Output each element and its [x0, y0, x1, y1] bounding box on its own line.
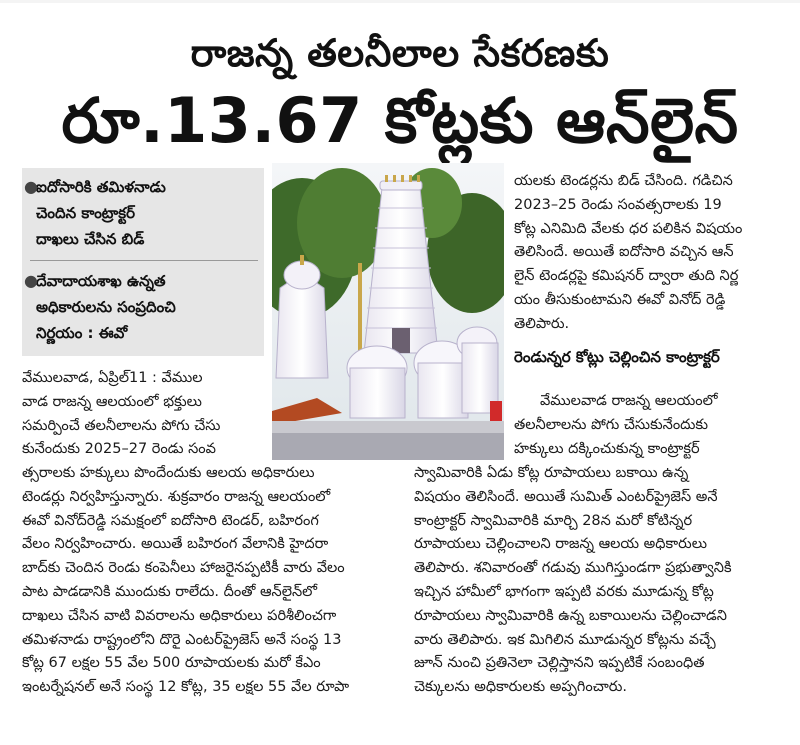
- highlight-line: అధికారులను సంప్రదించి: [36, 298, 176, 316]
- highlight-line: ఐదోసారికి తమిళనాడు: [36, 178, 166, 196]
- highlights-box: [22, 168, 264, 356]
- text-line: వేములవాడ, ఏప్రిల్11 : వేముల: [22, 370, 203, 386]
- temple-photo: [272, 163, 504, 460]
- text-line: త్సరాలకు హక్కులు పొందేందుకు ఆలయ అధికారులు: [22, 465, 315, 481]
- text-line: యం తీసుకుంటామని ఈవో వినోద్ రెడ్డి: [514, 291, 726, 308]
- highlight-line: నిర్ణయం : ఈవో: [36, 324, 128, 342]
- temple-illustration: [272, 163, 504, 460]
- text-line: రూపాయలు చెల్లించాలని రాజన్న ఆలయ అధికారులు: [414, 536, 707, 553]
- text-line: ఇచ్చిన హామీలో భాగంగా ఇప్పటి వరకు మూడున్న కోట్ల: [414, 583, 714, 600]
- text-line: తెలిపారు.: [514, 315, 570, 332]
- column3-top-text: [514, 170, 784, 337]
- bullet-icon: ●: [24, 271, 38, 290]
- bullet-icon: ●: [24, 177, 38, 196]
- text-line: పాట పాడడానికి ముందుకు రాలేదు. దీంతో ఆన్‌లైన్‌లో: [22, 583, 318, 600]
- text-line: కోట్ల 67 లక్షల 55 వేల 500 రూపాయలకు మరో కేఎం: [22, 655, 321, 672]
- text-line: చెక్కులను అధికారులకు అప్పగించారు.: [414, 679, 627, 696]
- text-line: లైన్ టెండర్లపై కమిషనర్ ద్వారా తుది నిర్ణ: [514, 268, 739, 285]
- text-line: జూన్ నుంచి ప్రతినెలా చెల్లిస్తానని ఇప్పటికే సంబంధిత: [414, 655, 705, 672]
- subheading: రెండున్నర కోట్లు చెల్లించిన కాంట్రాక్టర్: [514, 348, 720, 366]
- highlight-line: చెందిన కాంట్రాక్టర్: [36, 204, 136, 222]
- right-body-text: [414, 462, 784, 700]
- text-line: స్వామివారికి ఏడు కోట్ల రూపాయలు బకాయి ఉన్న: [414, 465, 689, 481]
- text-line: బాద్‌కు చెందిన రెండు కంపెనీలు హాజరైనప్పటికీ వారు వేలం: [22, 560, 345, 577]
- text-line: తెలిసిందే. అయితే ఐదోసారి వచ్చిన ఆన్: [514, 244, 734, 261]
- body-text: [22, 462, 406, 700]
- text-line: ఇంటర్నేషనల్ అనే సంస్థ 12 కోట్ల, 35 లక్షల 55 వేల రూపా: [22, 679, 350, 696]
- text-line: దాఖలు చేసిన వాటి వివరాలను అధికారులు పరిశీలించగా: [22, 607, 337, 624]
- column1-text: [22, 367, 264, 462]
- text-line: కాంట్రాక్టర్ స్వామివారికి మార్చి 28న మరో కోటిన్నర: [414, 512, 693, 529]
- highlight-item: [24, 268, 258, 346]
- text-line: తెలిపారు. శనివారంతో గడువు ముగిస్తుండగా ప్రభుత్వానికి: [414, 560, 732, 577]
- headline-line-1: రాజన్న తలనీలాల సేకరణకు: [190, 31, 610, 75]
- text-line: వాడ రాజన్న ఆలయంలో భక్తులు: [22, 393, 202, 410]
- top-rule: [0, 0, 800, 3]
- highlight-line: దాఖలు చేసిన బిడ్: [36, 230, 145, 248]
- highlight-divider: [30, 260, 258, 261]
- text-line: టెండర్లు నిర్వహిస్తున్నారు. శుక్రవారం రాజన్న ఆలయంలో: [22, 488, 331, 505]
- text-line: యలకు టెండర్లను బిడ్ చేసింది. గడిచిన: [514, 173, 733, 189]
- text-line: రూపాయలు స్వామివారికి ఉన్న బకాయిలను చెల్లించాడని: [414, 607, 727, 624]
- text-line: విషయం తెలిసిందే. అయితే సుమిత్ ఎంటర్‌ప్రైజెస్ అనే: [414, 488, 718, 505]
- text-line: వేలం నిర్వహించారు. అయితే బహిరంగ వేలానికి హైదరా: [22, 536, 329, 553]
- text-line: 2023–25 రెండు సంవత్సరాలకు 19: [514, 196, 722, 213]
- column3-mid-text: [514, 390, 784, 461]
- text-line: సమర్పించే తలనీలాలను పోగు చేసు: [22, 417, 221, 434]
- highlight-line: దేవాదాయశాఖ ఉన్నత: [36, 272, 166, 290]
- text-line: తలనీలాలను పోగు చేసుకునేందుకు: [514, 416, 709, 433]
- highlight-item: [24, 174, 258, 252]
- text-line: హక్కులు దక్కించుకున్న కాంట్రాక్టర్: [514, 440, 700, 457]
- headline-line-2: రూ.13.67 కోట్లకు ఆన్‌లైన్: [61, 84, 739, 157]
- text-line: కోట్ల ఎనిమిది వేలకు ధర పలికిన విషయం: [514, 220, 743, 237]
- text-line: కునేందుకు 2025–27 రెండు సంవ: [22, 441, 216, 458]
- text-line: ఈవో వినోద్‌రెడ్డి సమక్షంలో ఐదోసారి టెండర్, బహిరంగ: [22, 512, 319, 529]
- text-line: వారు తెలిపారు. ఇక మిగిలిన మూడున్నర కోట్లను వచ్చే: [414, 631, 716, 648]
- text-line: వేములవాడ రాజన్న ఆలయంలో: [540, 393, 718, 409]
- text-line: తమిళనాడు రాష్ట్రంలోని దొరై ఎంటర్‌ప్రైజెస్ అనే సంస్థ 13: [22, 631, 342, 648]
